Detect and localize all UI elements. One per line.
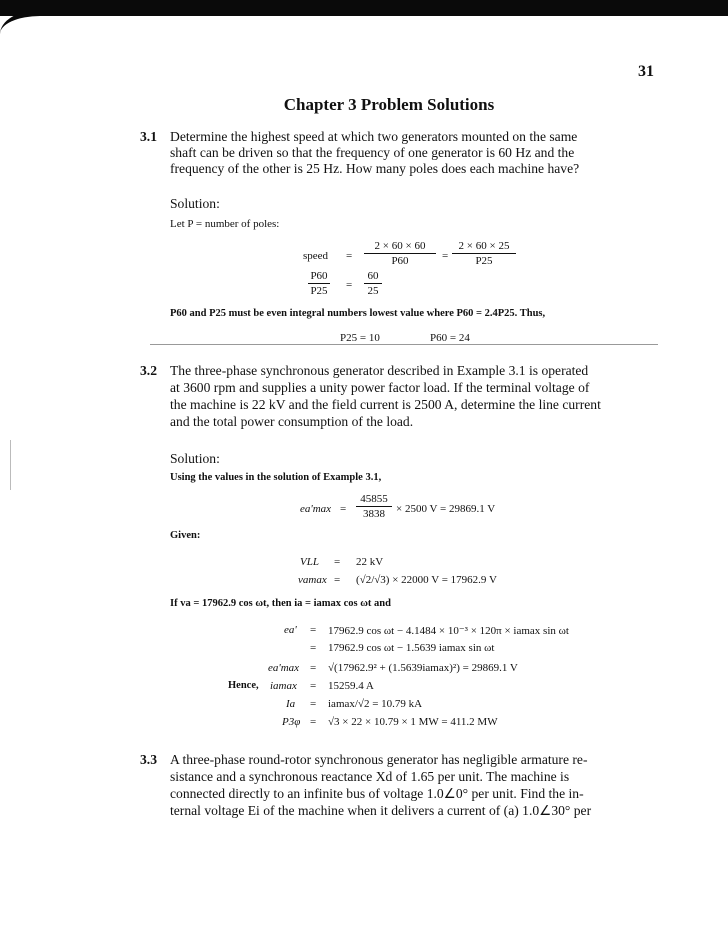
chapter-title: Chapter 3 Problem Solutions: [283, 95, 495, 114]
equation-rhs: (√2/√3) × 22000 V = 17962.9 V: [356, 574, 497, 586]
equation-lhs: Ia: [286, 698, 296, 710]
equals-sign: =: [334, 556, 341, 568]
problem-text-line: Determine the highest speed at which two generators mounted on the same: [170, 129, 578, 144]
equation-lhs: vamax: [298, 574, 327, 586]
numerator: 2 × 60 × 60: [374, 240, 426, 252]
using-statement: Using the values in the solution of Example 3.1,: [170, 472, 382, 483]
numerator: 60: [367, 270, 379, 282]
equals-sign: =: [310, 716, 317, 728]
scan-top-edge: [0, 0, 728, 16]
equals-sign: =: [310, 642, 317, 654]
problem-text-line: ternal voltage Ei of the machine when it delivers a current of (a) 1.0∠30° per: [170, 803, 592, 818]
answer-p60: P60 = 24: [430, 332, 470, 344]
equation-lhs: P3φ: [282, 716, 301, 728]
equals-sign: =: [442, 250, 449, 262]
equals-sign: =: [346, 250, 353, 262]
problem-text-line: connected directly to an infinite bus of voltage 1.0∠0° per unit. Find the in-: [170, 786, 584, 801]
equation-rhs: √3 × 22 × 10.79 × 1 MW = 411.2 MW: [328, 716, 498, 728]
equation-rhs: 22 kV: [356, 556, 384, 568]
solution-label: Solution:: [170, 451, 220, 466]
equation-rhs: iamax/√2 = 10.79 kA: [328, 698, 423, 710]
fraction: [356, 493, 392, 520]
equation-rhs: 15259.4 A: [328, 680, 374, 692]
problem-text-line: frequency of the other is 25 Hz. How many poles does each machine have?: [170, 161, 580, 176]
denominator: 3838: [363, 508, 385, 520]
fraction: [364, 240, 436, 267]
problem-text-line: A three-phase round-rotor synchronous generator has negligible armature re-: [170, 752, 588, 767]
equals-sign: =: [334, 574, 341, 586]
problem-number: 3.1: [140, 129, 157, 144]
page-number: 31: [638, 63, 654, 80]
problem-number: 3.3: [140, 752, 157, 767]
equation-lhs: ea'max: [300, 503, 332, 515]
hence-label: Hence,: [228, 680, 259, 691]
scan-margin-mark: [10, 440, 11, 490]
equation-rhs: × 2500 V = 29869.1 V: [396, 503, 496, 515]
numerator: 2 × 60 × 25: [458, 240, 510, 252]
denominator: P25: [310, 285, 328, 297]
numerator: 45855: [360, 493, 388, 505]
equation-lhs: ea'max: [268, 662, 300, 674]
fraction: [308, 270, 330, 297]
speed-label: speed: [303, 250, 329, 262]
section-divider: [150, 344, 658, 345]
fraction: [364, 270, 382, 297]
equals-sign: =: [340, 503, 347, 515]
fraction: [452, 240, 516, 267]
equation-lhs: iamax: [270, 680, 297, 692]
problem-text-line: The three-phase synchronous generator described in Example 3.1 is operated: [170, 363, 589, 378]
equals-sign: =: [310, 680, 317, 692]
solution-label: Solution:: [170, 196, 220, 211]
problem-number: 3.2: [140, 363, 157, 378]
denominator: P25: [475, 255, 493, 267]
problem-text-line: and the total power consumption of the load.: [170, 414, 414, 429]
problem-text-line: at 3600 rpm and supplies a unity power factor load. If the terminal voltage of: [170, 380, 590, 395]
problem-text-line: the machine is 22 kV and the field current is 2500 A, determine the line current: [170, 397, 601, 412]
conclusion-text: P60 and P25 must be even integral numbers lowest value where P60 = 2.4P25. Thus,: [170, 308, 546, 319]
answer-p25: P25 = 10: [340, 332, 380, 344]
given-label: Given:: [170, 530, 201, 541]
denominator: P60: [391, 255, 409, 267]
equals-sign: =: [346, 279, 353, 291]
equals-sign: =: [310, 624, 317, 636]
equals-sign: =: [310, 662, 317, 674]
equation-rhs: 17962.9 cos ωt − 4.1484 × 10⁻³ × 120π × iamax sin ωt: [328, 625, 569, 637]
equation-rhs: 17962.9 cos ωt − 1.5639 iamax sin ωt: [328, 642, 495, 654]
numerator: P60: [310, 270, 328, 282]
denominator: 25: [367, 285, 379, 297]
problem-text-line: sistance and a synchronous reactance Xd of 1.65 per unit. The machine is: [170, 769, 570, 784]
equals-sign: =: [310, 698, 317, 710]
condition-text: If va = 17962.9 cos ωt, then ia = iamax cos ωt and: [170, 598, 391, 609]
equation-rhs: √(17962.9² + (1.5639iamax)²) = 29869.1 V: [328, 662, 518, 674]
problem-text-line: shaft can be driven so that the frequency of one generator is 60 Hz and the: [170, 145, 575, 160]
equation-lhs: VLL: [300, 556, 319, 568]
equation-lhs: ea': [284, 624, 297, 636]
let-statement: Let P = number of poles:: [170, 218, 280, 230]
